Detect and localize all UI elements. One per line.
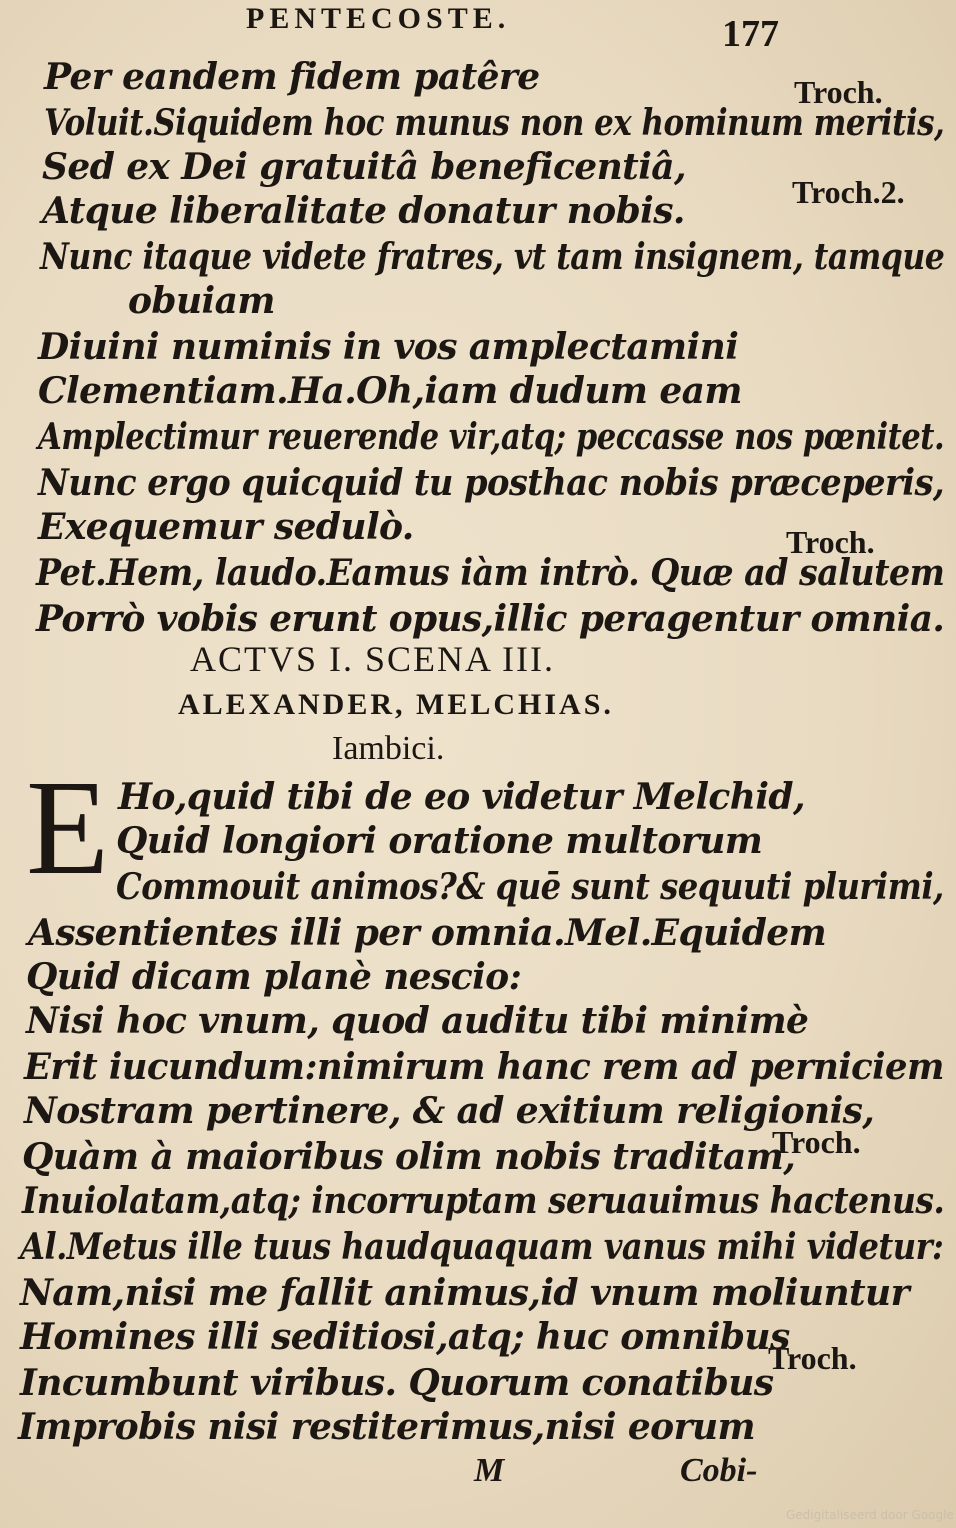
margin-note: Troch. xyxy=(786,524,875,560)
verse-line: Ho,quid tibi de eo videtur Melchid, xyxy=(118,776,805,818)
verse-line: Amplectimur reuerende vir,atq; peccasse nos pœnitet. xyxy=(38,416,945,458)
verse-line: Assentientes illi per omnia.Mel.Equidem xyxy=(28,912,827,954)
drop-cap: E xyxy=(26,753,110,903)
verse-line: Commouit animos?& quē sunt sequuti plurimi, xyxy=(116,866,944,908)
verse-line: obuiam xyxy=(128,280,275,322)
verse-line: Quid dicam planè nescio: xyxy=(26,956,522,998)
verse-line: Pet.Hem, laudo.Eamus iàm intrò. Quæ ad salutem xyxy=(36,552,945,594)
margin-note: Troch.2. xyxy=(792,174,905,210)
catchword: Cobi- xyxy=(680,1452,758,1489)
act-scene-heading: ACTVS I. SCENA III. xyxy=(190,639,556,679)
verse-line: Porrò vobis erunt opus,illic peragentur omnia. xyxy=(36,598,945,640)
verse-line: Nostram pertinere, & ad exitium religionis, xyxy=(24,1090,875,1132)
verse-line: Quid longiori oratione multorum xyxy=(116,820,763,862)
verse-line: Erit iucundum:nimirum hanc rem ad perniciem xyxy=(24,1046,944,1088)
verse-line: Per eandem fidem patêre xyxy=(44,56,540,98)
verse-line: Diuini numinis in vos amplectamini xyxy=(38,326,739,368)
verse-line: Homines illi seditiosi,atq; huc omnibus xyxy=(20,1316,790,1358)
margin-note: Troch. xyxy=(768,1340,857,1376)
verse-line: Exequemur sedulò. xyxy=(38,506,414,548)
signature-mark: M xyxy=(474,1452,505,1489)
verse-line: Incumbunt viribus. Quorum conatibus xyxy=(20,1362,774,1404)
digitization-credit: Gedigitaliseerd door Google xyxy=(786,1508,954,1522)
verse-line: Clementiam.Ha.Oh,iam dudum eam xyxy=(38,370,742,412)
verse-line: Inuiolatam,atq; incorruptam seruauimus hactenus. xyxy=(22,1180,945,1222)
verse-line: Quàm à maioribus olim nobis traditam, xyxy=(22,1136,796,1178)
page-number: 177 xyxy=(722,13,779,55)
verse-line: Nam,nisi me fallit animus,id vnum moliuntur xyxy=(20,1272,910,1314)
verse-line: Improbis nisi restiterimus,nisi eorum xyxy=(18,1406,756,1448)
verse-line: Atque liberalitate donatur nobis. xyxy=(42,190,685,232)
verse-line: Nunc itaque videte fratres, vt tam insignem, tamque xyxy=(40,236,945,278)
verse-line: Nunc ergo quicquid tu posthac nobis præceperis, xyxy=(38,462,945,504)
verse-line: Al.Metus ille tuus haudquaquam vanus mihi videtur: xyxy=(20,1226,944,1268)
meter-label: Iambici. xyxy=(332,730,445,767)
margin-note: Troch. xyxy=(794,74,883,110)
verse-line: Sed ex Dei gratuitâ beneficentiâ, xyxy=(42,146,686,188)
margin-note: Troch. xyxy=(772,1124,861,1160)
verse-line: Nisi hoc vnum, quod auditu tibi minimè xyxy=(26,1000,809,1042)
speaker-list: ALEXANDER, MELCHIAS. xyxy=(178,688,614,721)
running-title: PENTECOSTE. xyxy=(246,2,511,35)
verse-line: Voluit.Siquidem hoc munus non ex hominum meritis, xyxy=(44,102,945,144)
